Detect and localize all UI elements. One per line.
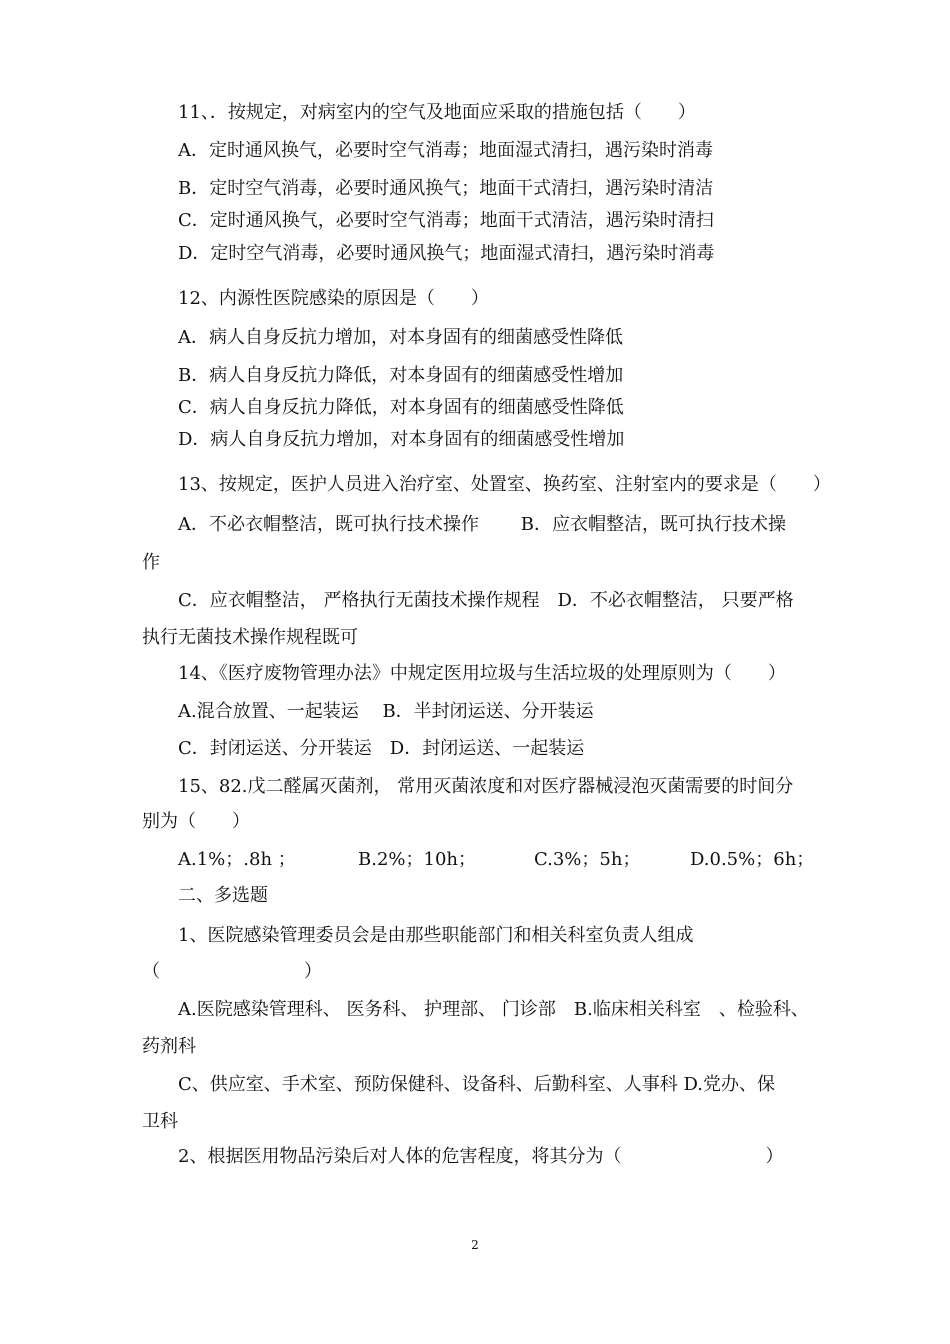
multi-question-2: 2、根据医用物品污染后对人体的危害程度，将其分为（ ）: [178, 1146, 784, 1167]
multi-options-1ab-cont: 药剂科: [142, 1036, 196, 1057]
section-heading-multi-choice: 二、多选题: [178, 885, 268, 906]
multi-question-1: 1、医院感染管理委员会是由那些职能部门和相关科室负责人组成: [178, 925, 694, 946]
multi-options-1cd-cont: 卫科: [142, 1111, 178, 1132]
option-11c: C．定时通风换气，必要时空气消毒；地面干式清洁，遇污染时清扫: [178, 210, 714, 231]
page-number: 2: [471, 1238, 479, 1252]
option-11d: D．定时空气消毒，必要时通风换气；地面湿式清扫，遇污染时消毒: [178, 243, 715, 264]
multi-options-1ab: A.医院感染管理科、 医务科、 护理部、 门诊部 B.临床相关科室 、检验科、: [178, 999, 809, 1020]
multi-question-1-blank: （ ）: [142, 961, 322, 982]
question-12: 12、内源性医院感染的原因是（ ）: [178, 288, 489, 309]
options-14cd: C．封闭运送、分开装运 D．封闭运送、一起装运: [178, 738, 585, 759]
option-15d: D.0.5%；6h；: [690, 849, 815, 870]
question-15: 15、82.戊二醛属灭菌剂， 常用灭菌浓度和对医疗器械浸泡灭菌需要的时间分: [178, 776, 794, 797]
option-12c: C．病人自身反抗力降低，对本身固有的细菌感受性降低: [178, 397, 624, 418]
multi-options-1cd: C、供应室、手术室、预防保健科、设备科、后勤科室、人事科 D.党办、保: [178, 1074, 776, 1095]
options-14ab: A.混合放置、一起装运 B．半封闭运送、分开装运: [178, 701, 594, 722]
options-13cd: C．应衣帽整洁， 严格执行无菌技术操作规程 D．不必衣帽整洁， 只要严格: [178, 590, 794, 611]
option-15c: C.3%；5h；: [534, 849, 641, 870]
question-15-cont: 别为（ ）: [142, 811, 250, 832]
question-11: 11、．按规定，对病室内的空气及地面应采取的措施包括（ ）: [178, 102, 696, 123]
option-11b: B．定时空气消毒，必要时通风换气；地面干式清扫，遇污染时清洁: [178, 178, 714, 199]
option-12b: B．病人自身反抗力降低，对本身固有的细菌感受性增加: [178, 365, 624, 386]
question-14: 14、《医疗废物管理办法》中规定医用垃圾与生活垃圾的处理原则为（ ）: [178, 663, 786, 684]
question-13: 13、按规定，医护人员进入治疗室、处置室、换药室、注射室内的要求是（ ）: [178, 474, 831, 495]
option-15a: A.1%；.8h ；: [178, 849, 296, 870]
option-11a: A．定时通风换气，必要时空气消毒；地面湿式清扫，遇污染时消毒: [178, 140, 713, 161]
options-13cd-cont: 执行无菌技术操作规程既可: [142, 627, 358, 648]
options-13ab-cont: 作: [142, 552, 160, 573]
option-15b: B.2%；10h；: [358, 849, 477, 870]
option-12d: D．病人自身反抗力增加，对本身固有的细菌感受性增加: [178, 429, 625, 450]
options-13ab: A．不必衣帽整洁，既可执行技术操作 B．应衣帽整洁，既可执行技术操: [178, 514, 786, 535]
option-12a: A．病人自身反抗力增加，对本身固有的细菌感受性降低: [178, 327, 623, 348]
